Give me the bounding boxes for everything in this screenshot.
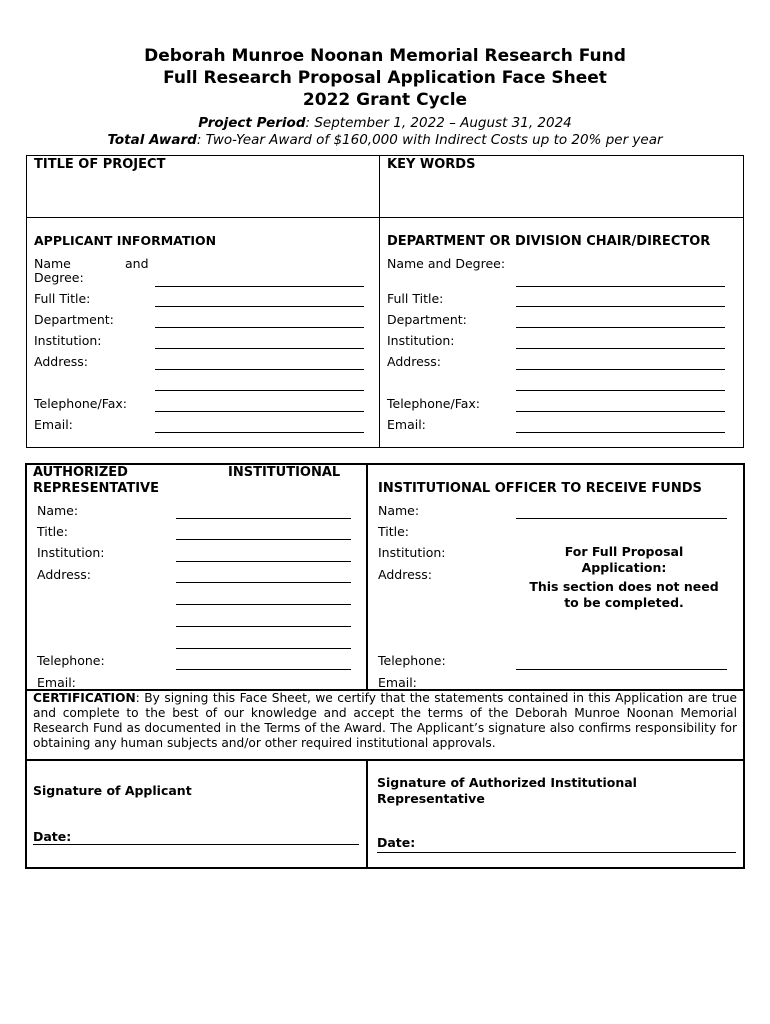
applicant-signature-label: Signature of Applicant — [33, 783, 192, 798]
applicant-name-field[interactable] — [155, 286, 364, 287]
key-words-field[interactable] — [383, 175, 739, 215]
officer-telephone-label: Telephone: — [378, 653, 446, 668]
authorized-signature-label: Representative — [377, 791, 485, 806]
applicant-name-label: Degree: — [34, 270, 84, 285]
officer-address-label: Address: — [378, 567, 432, 582]
applicant-name-label: Name — [34, 256, 71, 271]
officer-note-line: to be completed. — [564, 595, 684, 610]
title-of-project-field[interactable] — [30, 175, 375, 215]
chair-address-field[interactable] — [516, 369, 725, 370]
applicant-telephone-label: Telephone/Fax: — [34, 396, 128, 411]
officer-note-line: For Full Proposal — [564, 544, 684, 559]
authorized-heading: REPRESENTATIVE — [33, 481, 159, 496]
authorized-heading: INSTITUTIONAL — [228, 465, 341, 480]
section-divider — [26, 217, 744, 218]
certification-label: CERTIFICATION — [33, 691, 136, 705]
chair-email-field[interactable] — [516, 432, 725, 433]
project-period-value: : September 1, 2022 – August 31, 2024 — [305, 115, 572, 131]
total-award — [0, 132, 770, 148]
chair-full-title-field[interactable] — [516, 306, 725, 307]
authorized-signature-label: Signature of Authorized Institutional — [377, 775, 637, 790]
officer-title-label: Title: — [378, 524, 409, 539]
authorized-institution-label: Institution: — [37, 545, 105, 560]
applicant-signature-field[interactable] — [30, 800, 360, 826]
applicant-email-label: Email: — [34, 417, 73, 432]
authorized-heading: AUTHORIZED — [33, 465, 128, 480]
authorized-address-field-2[interactable] — [176, 604, 351, 605]
applicant-email-field[interactable] — [155, 432, 364, 433]
authorized-address-field-4[interactable] — [176, 648, 351, 649]
authorized-date-label: Date: — [377, 835, 416, 850]
section-divider — [379, 155, 380, 448]
authorized-address-field[interactable] — [176, 582, 351, 583]
applicant-full-title-field[interactable] — [155, 306, 364, 307]
chair-email-label: Email: — [387, 417, 426, 432]
chair-address-field-2[interactable] — [516, 390, 725, 391]
officer-note — [515, 544, 733, 611]
section-divider — [366, 759, 368, 869]
chair-telephone-label: Telephone/Fax: — [387, 396, 481, 411]
authorized-address-field-3[interactable] — [176, 626, 351, 627]
applicant-address-label: Address: — [34, 354, 88, 369]
applicant-institution-label: Institution: — [34, 333, 102, 348]
authorized-telephone-field[interactable] — [176, 669, 351, 670]
officer-note-line: Application: — [581, 560, 667, 575]
certification-body: : By signing this Face Sheet, we certify that the statements contained in this Application are true and complete to the best of our knowledge and accept the terms of the Deborah Munroe Noonan Memorial Research Fund as documented in the Terms of the Award. The Applicant’s signature also confirms responsibility for obtaining any human subjects and/or other required institutional approvals. — [33, 691, 737, 750]
authorized-date-field[interactable] — [377, 852, 736, 853]
authorized-signature-field[interactable] — [372, 808, 738, 834]
applicant-department-field[interactable] — [155, 327, 364, 328]
applicant-telephone-field[interactable] — [155, 411, 364, 412]
chair-name-label: Name and Degree: — [387, 256, 506, 271]
officer-institution-label: Institution: — [378, 545, 446, 560]
officer-note-line: This section does not need — [529, 579, 719, 594]
chair-institution-field[interactable] — [516, 348, 725, 349]
authorized-name-label: Name: — [37, 503, 79, 518]
section-divider — [25, 759, 745, 761]
applicant-date-field[interactable] — [33, 844, 359, 845]
chair-name-field[interactable] — [516, 286, 725, 287]
chair-institution-label: Institution: — [387, 333, 455, 348]
applicant-address-field[interactable] — [155, 369, 364, 370]
applicant-date-label: Date: — [33, 829, 72, 844]
project-period-label: Project Period — [198, 115, 306, 131]
chair-full-title-label: Full Title: — [387, 291, 444, 306]
officer-heading: INSTITUTIONAL OFFICER TO RECEIVE FUNDS — [378, 481, 702, 496]
officer-name-field[interactable] — [516, 518, 727, 519]
authorized-title-field[interactable] — [176, 539, 351, 540]
chair-address-label: Address: — [387, 354, 441, 369]
officer-telephone-field[interactable] — [516, 669, 727, 670]
applicant-heading: APPLICANT INFORMATION — [34, 233, 217, 248]
form-title-line3: 2022 Grant Cycle — [302, 90, 468, 110]
project-period — [0, 115, 770, 131]
applicant-name-label: and — [125, 256, 149, 271]
applicant-address-field-2[interactable] — [155, 390, 364, 391]
chair-department-field[interactable] — [516, 327, 725, 328]
form-title-line1: Deborah Munroe Noonan Memorial Research Fund — [144, 46, 626, 66]
authorized-title-label: Title: — [37, 524, 68, 539]
authorized-email-label: Email: — [37, 675, 76, 690]
total-award-label: Total Award — [107, 132, 197, 148]
officer-name-label: Name: — [378, 503, 420, 518]
applicant-institution-field[interactable] — [155, 348, 364, 349]
certification-text — [33, 691, 737, 751]
title-of-project-label: TITLE OF PROJECT — [34, 157, 166, 172]
applicant-department-label: Department: — [34, 312, 114, 327]
officer-email-label: Email: — [378, 675, 417, 690]
applicant-full-title-label: Full Title: — [34, 291, 91, 306]
chair-telephone-field[interactable] — [516, 411, 725, 412]
authorized-name-field[interactable] — [176, 518, 351, 519]
authorized-address-label: Address: — [37, 567, 91, 582]
total-award-value: : Two-Year Award of $160,000 with Indirect Costs up to 20% per year — [196, 132, 663, 148]
chair-heading: DEPARTMENT OR DIVISION CHAIR/DIRECTOR — [387, 234, 711, 249]
chair-department-label: Department: — [387, 312, 467, 327]
authorized-institution-field[interactable] — [176, 561, 351, 562]
key-words-label: KEY WORDS — [387, 157, 476, 172]
authorized-telephone-label: Telephone: — [37, 653, 105, 668]
form-title-line2: Full Research Proposal Application Face Sheet — [163, 68, 607, 88]
section-divider — [366, 463, 368, 690]
